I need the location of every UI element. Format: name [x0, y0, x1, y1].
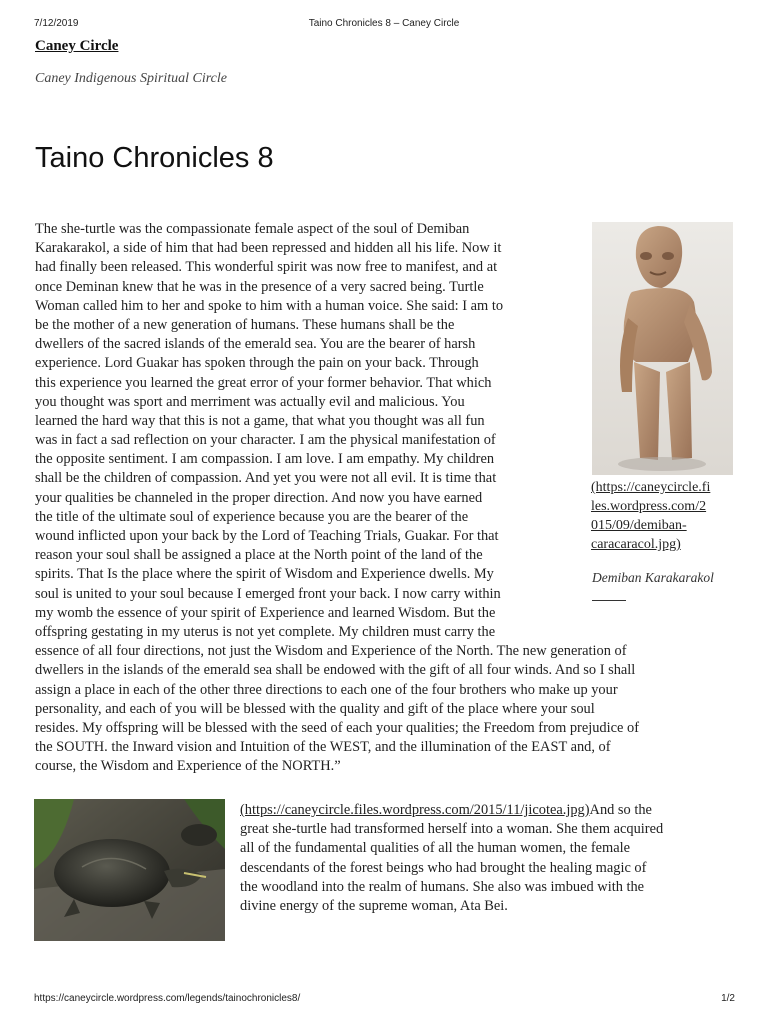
text-line: Woman called him to her and spoke to him with a human voice. She said: I am to — [35, 297, 504, 314]
text-line: divine energy of the supreme woman, Ata Bei. — [240, 897, 508, 914]
text-line: had finally been released. This wonderful spirit was now free to manifest, and at — [35, 259, 498, 276]
text-line: course, the Wisdom and Experience of the NORTH.” — [35, 758, 341, 775]
text-line: my womb the essence of your spirit of Experience and learned Wisdom. But the — [35, 604, 496, 621]
text-line: offspring gestating in my uterus is not yet complete. My children must carry the — [35, 623, 496, 640]
link-line[interactable]: caracaracol.jpg) — [591, 537, 681, 552]
text-line: be the mother of a new generation of humans. These humans shall be the — [35, 316, 455, 333]
print-date: 7/12/2019 — [34, 18, 79, 29]
text-line: personality, and each of you will be blessed with the quality and gift of the place where your soul — [35, 700, 595, 717]
text-line: resides. My offspring will be blessed with the seed of each your qualities; the Freedom from prejudice of — [35, 719, 639, 736]
link-line[interactable]: les.wordpress.com/2 — [591, 499, 707, 514]
text-line: dwellers in the islands of the emerald sea shall be endowed with the gift of all four winds. And so I shall — [35, 662, 636, 679]
turtle-image[interactable] — [34, 799, 225, 941]
page-number: 1/2 — [721, 993, 735, 1004]
text-line: this experience you learned the great error of your former behavior. That which — [35, 374, 492, 391]
text-line: descendants of the forest beings who had brought the healing magic of — [240, 859, 647, 876]
text-line: your qualities be channeled in the proper direction. And now you have earned — [35, 489, 483, 506]
text-line: And so the — [589, 802, 652, 818]
text-line: experience. Lord Guakar has spoken through the pain on your back. Through — [35, 355, 479, 372]
post-paragraph-2 — [240, 801, 663, 916]
text-line: soul is united to your soul because I emerged front your back. I now carry within — [35, 585, 501, 602]
text-line: The she-turtle was the compassionate female aspect of the soul of Demiban — [35, 221, 470, 237]
text-line: learned the hard way that this is not a game, that what you thought was all fun — [35, 412, 485, 429]
site-title-link[interactable]: Caney Circle — [35, 38, 119, 54]
text-line: was in fact a sad reflection on your character. I am the physical manifestation of — [35, 432, 496, 449]
statue-image-link[interactable] — [591, 478, 741, 554]
text-line: the SOUTH. the Inward vision and Intuition of the WEST, and the illumination of the EAST and, of — [35, 739, 611, 756]
link-line[interactable]: 015/09/demiban- — [591, 518, 687, 533]
text-line: dwellers of the sacred islands of the emerald sea. You are the bearer of harsh — [35, 336, 476, 353]
text-line: you thought was sport and merriment was actually evil and malicious. You — [35, 393, 465, 410]
post-title: Taino Chronicles 8 — [35, 142, 274, 174]
text-line: Karakarakol, a side of him that had been repressed and hidden all his life. Now it — [35, 240, 502, 257]
text-line: the woodland into the realm of humans. She also was imbued with the — [240, 878, 645, 895]
text-line: once Deminan knew that he was in the presence of a very sacred being. Turtle — [35, 278, 484, 295]
text-line: the title of the ultimate soul of experience because you are the bearer of the — [35, 508, 469, 525]
demiban-statue-image[interactable] — [592, 222, 733, 475]
text-line: great she-turtle had transformed herself into a woman. She them acquired — [240, 821, 664, 838]
text-line: shall be the children of compassion. And yet you were not all evil. It is time that — [35, 470, 497, 487]
text-line: reason your soul shall be assigned a place at the North point of the land of the — [35, 547, 483, 564]
caption-divider — [592, 600, 626, 601]
link-line[interactable]: (https://caneycircle.fi — [591, 480, 711, 495]
site-tagline: Caney Indigenous Spiritual Circle — [35, 71, 227, 86]
text-line: essence of all four directions, not just the Wisdom and Experience of the North. The new generation of — [35, 643, 627, 660]
text-line: assign a place in each of the other three directions to each one of the four brothers who make up your — [35, 681, 618, 698]
text-line: spirits. That Is the place where the spirit of Wisdom and Experience dwells. My — [35, 566, 494, 583]
print-url: https://caneycircle.wordpress.com/legends/tainochronicles8/ — [34, 993, 301, 1004]
statue-caption: Demiban Karakarakol — [592, 570, 714, 585]
post-paragraph-1 — [35, 220, 639, 776]
text-line: the opposite sentiment. I am compassion. I am love. I am empathy. My children — [35, 451, 495, 468]
text-line: all of the fundamental qualities of all the human women, the female — [240, 840, 631, 857]
text-line: wound inflicted upon your back by the Lord of Teaching Trials, Guakar. For that — [35, 528, 499, 544]
print-page-title: Taino Chronicles 8 – Caney Circle — [308, 18, 460, 29]
turtle-image-link[interactable]: (https://caneycircle.files.wordpress.com/2015/11/jicotea.jpg) — [240, 802, 590, 818]
